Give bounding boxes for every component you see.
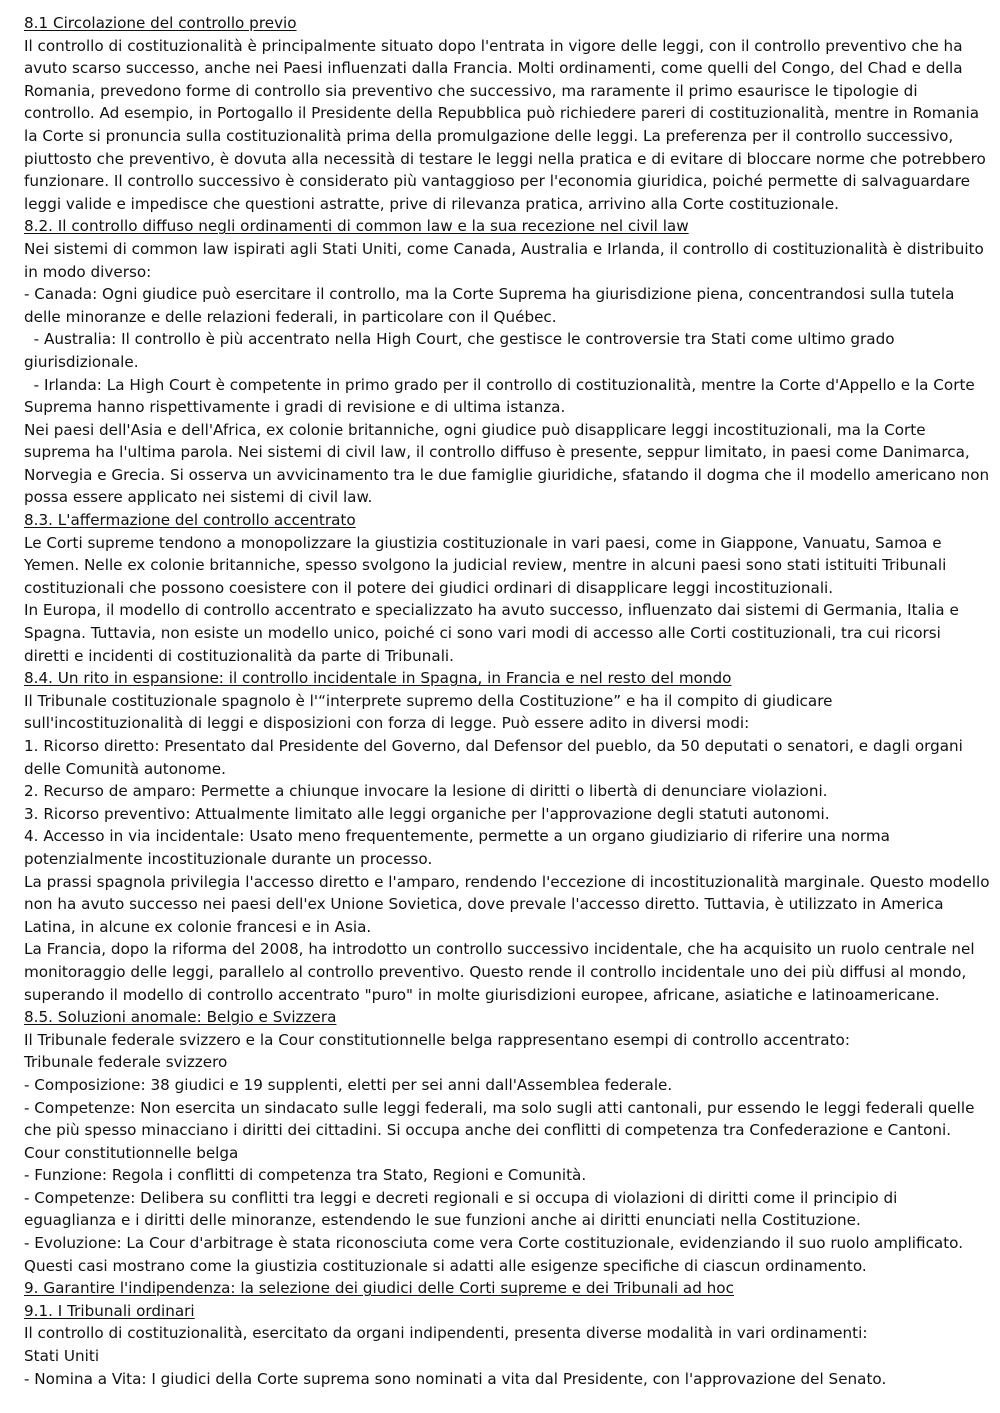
- list-item-australia: - Australia: Il controllo è più accentrato nella High Court, che gestisce le controversie tra Stati come ultimo grado giurisdizionale.: [24, 330, 900, 371]
- section-heading-9: 9. Garantire l'indipendenza: la selezione dei giudici delle Corti supreme e dei Tribunali ad hoc: [24, 1279, 734, 1298]
- paragraph: Il Tribunale costituzionale spagnolo è l'“interprete supremo della Costituzione” e ha il compito di giudicare sull'incostituzionalità di leggi e disposizioni con forza di legge. Può essere adito in diversi modi:: [24, 691, 838, 733]
- paragraph: Il Tribunale federale svizzero e la Cour constitutionnelle belga rappresentano esempi di controllo accentrato:: [24, 1030, 850, 1049]
- section-heading-8-2: 8.2. Il controllo diffuso negli ordinamenti di common law e la sua recezione nel civil law: [24, 217, 689, 236]
- list-item-4: 4. Accesso in via incidentale: Usato meno frequentemente, permette a un organo giudiziario di riferire una norma potenzialmente incostituzionale durante un processo.: [24, 827, 895, 868]
- paragraph: La prassi spagnola privilegia l'accesso diretto e l'amparo, rendendo l'eccezione di incostituzionalità marginale. Questo modello non ha avuto successo nei paesi dell'ex Unione Sovietica, dove prevale l'accesso diretto. Tuttavia, è utilizzato in America Latina, in alcune ex colonie francesi e in Asia.: [24, 872, 995, 936]
- paragraph: La Francia, dopo la riforma del 2008, ha introdotto un controllo successivo incidentale, che ha acquisito un ruolo centrale nel monitoraggio delle leggi, parallelo al controllo preventivo. Questo rende il controllo incidentale uno dei più diffusi al mondo, superando il modello di controllo accentrato "puro" in molte giurisdizioni europee, africane, asiatiche e latinoamericane.: [24, 940, 980, 1004]
- subheading-tribunale-svizzero: Tribunale federale svizzero: [24, 1053, 228, 1072]
- paragraph: Le Corti supreme tendono a monopolizzare la giustizia costituzionale in vari paesi, come in Giappone, Vanuatu, Samoa e Yemen. Nelle ex colonie britanniche, spesso svolgono la judicial review, mentre in alcuni paesi sono stati istituiti Tribunali costituzionali che possono coesistere con il potere dei giudici ordinari di disapplicare leggi incostituzionali.: [24, 533, 952, 597]
- list-item: - Nomina a Vita: I giudici della Corte suprema sono nominati a vita dal Presidente, con l'approvazione del Senato.: [24, 1369, 887, 1388]
- list-item: - Composizione: 38 giudici e 19 supplenti, eletti per sei anni dall'Assemblea federale.: [24, 1075, 673, 1094]
- document-page: [24, 12, 995, 1390]
- list-item-2: 2. Recurso de amparo: Permette a chiunque invocare la lesione di diritti o libertà di denunciare violazioni.: [24, 782, 828, 801]
- paragraph: Questi casi mostrano come la giustizia costituzionale si adatti alle esigenze specifiche di ciascun ordinamento.: [24, 1256, 867, 1275]
- paragraph: In Europa, il modello di controllo accentrato e specializzato ha avuto successo, influenzato dai sistemi di Germania, Italia e Spagna. Tuttavia, non esiste un modello unico, poiché ci sono vari modi di accesso alle Corti costituzionali, tra cui ricorsi diretti e incidenti di costituzionalità da parte di Tribunali.: [24, 601, 964, 665]
- paragraph: Il controllo di costituzionalità è principalmente situato dopo l'entrata in vigore delle leggi, con il controllo preventivo che ha avuto scarso successo, anche nei Paesi influenzati dalla Francia. Molti ordinamenti, come quelli del Congo, del Chad e della Romania, prevedono forme di controllo sia preventivo che successivo, ma raramente il primo esaurisce le tipologie di controllo. Ad esempio, in Portogallo il Presidente della Repubblica può richiedere pareri di costituzionalità, mentre in Romania la Corte si pronuncia sulla costituzionalità prima della promulgazione delle leggi. La preferenza per il controllo successivo, piuttosto che preventivo, è dovuta alla necessità di testare le leggi nella pratica e di evitare di bloccare norme che potrebbero funzionare. Il controllo successivo è considerato più vantaggioso per l'economia giuridica, poiché permette di salvaguardare leggi valide e impedisce che questioni astratte, prive di rilevanza pratica, arrivino alla Corte costituzionale.: [24, 36, 991, 213]
- subheading-stati-uniti: Stati Uniti: [24, 1347, 100, 1366]
- list-item-canada: - Canada: Ogni giudice può esercitare il controllo, ma la Corte Suprema ha giurisdizione piena, concentrandosi sulla tutela delle minoranze e delle relazioni federali, in particolare con il Québec.: [24, 285, 960, 326]
- list-item: - Competenze: Delibera su conflitti tra leggi e decreti regionali e si occupa di violazioni di diritti come il principio di eguaglianza e i diritti delle minoranze, estendendo le sue funzioni anche ai diritti enunciati nella Costituzione.: [24, 1188, 903, 1230]
- section-heading-8-3: 8.3. L'affermazione del controllo accentrato: [24, 511, 356, 530]
- subheading-cour-belga: Cour constitutionnelle belga: [24, 1143, 239, 1162]
- section-heading-8-5: 8.5. Soluzioni anomale: Belgio e Svizzera: [24, 1008, 337, 1027]
- list-item-3: 3. Ricorso preventivo: Attualmente limitato alle leggi organiche per l'approvazione degli statuti autonomi.: [24, 804, 830, 823]
- paragraph: Il controllo di costituzionalità, esercitato da organi indipendenti, presenta diverse modalità in vari ordinamenti:: [24, 1324, 868, 1343]
- list-item-1: 1. Ricorso diretto: Presentato dal Presidente del Governo, dal Defensor del pueblo, da 50 deputati o senatori, e dagli organi delle Comunità autonome.: [24, 737, 968, 778]
- paragraph: Nei sistemi di common law ispirati agli Stati Uniti, come Canada, Australia e Irlanda, il controllo di costituzionalità è distribuito in modo diverso:: [24, 239, 989, 281]
- list-item-irlanda: - Irlanda: La High Court è competente in primo grado per il controllo di costituzionalità, mentre la Corte d'Appello e la Corte Suprema hanno rispettivamente i gradi di revisione e di ultima istanza.: [24, 375, 980, 417]
- list-item: - Competenze: Non esercita un sindacato sulle leggi federali, ma solo sugli atti cantonali, pur essendo le leggi federali quelle che più spesso minacciano i diritti dei cittadini. Si occupa anche dei conflitti di competenza tra Confederazione e Cantoni.: [24, 1098, 980, 1140]
- list-item: - Funzione: Regola i conflitti di competenza tra Stato, Regioni e Comunità.: [24, 1166, 587, 1185]
- list-item: - Evoluzione: La Cour d'arbitrage è stata riconosciuta come vera Corte costituzionale, evidenziando il suo ruolo amplificato.: [24, 1234, 964, 1253]
- section-heading-8-1: 8.1 Circolazione del controllo previo: [24, 14, 297, 32]
- paragraph: Nei paesi dell'Asia e dell'Africa, ex colonie britanniche, ogni giudice può disapplicare leggi incostituzionali, ma la Corte suprema ha l'ultima parola. Nei sistemi di civil law, il controllo diffuso è presente, seppur limitato, in paesi come Danimarca, Norvegia e Grecia. Si osserva un avvicinamento tra le due famiglie giuridiche, sfatando il dogma che il modello americano non possa essere applicato nei sistemi di civil law.: [24, 420, 994, 507]
- section-heading-9-1: 9.1. I Tribunali ordinari: [24, 1301, 195, 1320]
- section-heading-8-4: 8.4. Un rito in espansione: il controllo incidentale in Spagna, in Francia e nel resto del mondo: [24, 669, 732, 688]
